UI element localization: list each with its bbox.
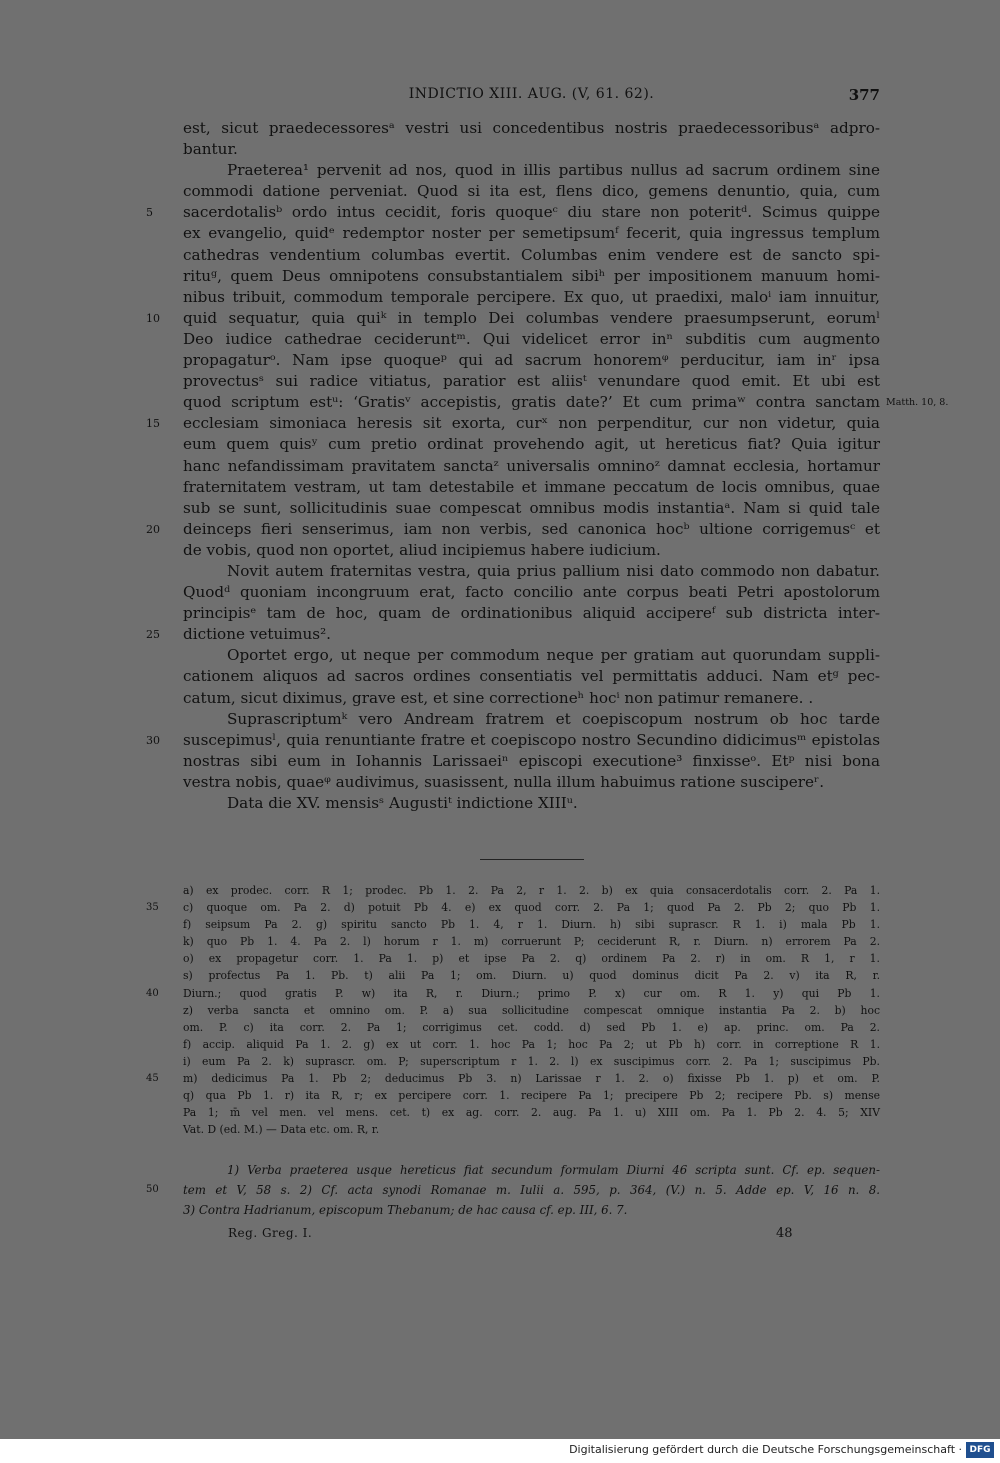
line-text: eum quem quisʸ cum pretio ordinat provehendo agit, ut hereticus fiat? Quia igitur — [183, 435, 880, 454]
text-line — [183, 160, 880, 181]
line-text: bantur. — [183, 140, 238, 159]
line-text: o) ex propagetur corr. 1. Pa 1. p) et ipse Pa 2. q) ordinem Pa 2. r) in om. R 1, r 1. — [183, 952, 880, 966]
running-title: INDICTIO XIII. AUG. (V, 61. 62). — [408, 86, 655, 102]
line-text: k) quo Pb 1. 4. Pa 2. l) horum r 1. m) corruerunt P; ceciderunt R, r. Diurn. n) errorem Pa 2. — [183, 935, 880, 949]
line-number: 40 — [146, 987, 159, 999]
source-notes — [146, 1160, 880, 1220]
line-text: deinceps fieri senserimus, iam non verbis, sed canonica hocᵇ ultione corrigemusᶜ et — [183, 519, 880, 538]
line-text: i) eum Pa 2. k) suprascr. om. P; superscriptum r 1. 2. l) ex suscipimus corr. 2. Pa 1; suscipimus Pb. — [183, 1054, 880, 1068]
line-number: 5 — [146, 206, 153, 220]
line-text: tem et V, 58 s. 2) Cf. acta synodi Romanae m. Iulii a. 595, p. 364, (V.) n. 5. Adde ep. V, 16 n. 8. — [183, 1183, 880, 1197]
line-text: principisᵉ tam de hoc, quam de ordinationibus aliquid accipereᶠ sub districta inter- — [183, 604, 880, 623]
line-number: 15 — [146, 417, 160, 431]
signature-mark: Reg. Greg. I. — [228, 1226, 313, 1240]
source-note-line — [146, 1180, 880, 1200]
apparatus-line — [183, 1104, 880, 1121]
text-line — [183, 223, 880, 244]
apparatus-line — [183, 1002, 880, 1019]
text-line — [183, 139, 880, 160]
line-text: commodi datione perveniat. Quod si ita est, flens dico, gemens denuntio, quia, cum — [183, 182, 880, 201]
line-text: s) profectus Pa 1. Pb. t) alii Pa 1; om. Diurn. u) quod dominus dicit Pa 2. v) ita R, r. — [183, 969, 880, 983]
text-line — [183, 371, 880, 392]
line-number: 45 — [146, 1073, 159, 1085]
text-line — [183, 287, 880, 308]
line-text: suscepimusˡ, quia renuntiante fratre et coepiscopo nostro Secundino didicimusᵐ epistolas — [183, 730, 880, 749]
running-header — [183, 86, 880, 108]
source-note-line — [183, 1200, 880, 1220]
text-line — [183, 350, 880, 371]
apparatus-line — [183, 916, 880, 933]
text-line — [183, 456, 880, 477]
line-text: sub se sunt, sollicitudinis suae compescat omnibus modis instantiaᵃ. Nam si quid tale — [183, 498, 880, 517]
text-line — [146, 624, 880, 645]
line-text: c) quoque om. Pa 2. d) potuit Pb 4. e) ex quod corr. 2. Pa 1; quod Pa 2. Pb 2; quo Pb 1. — [183, 901, 880, 915]
text-line — [183, 329, 880, 350]
line-text: Suprascriptumᵏ vero Andream fratrem et coepiscopum nostrum ob hoc tarde — [227, 709, 880, 728]
text-line — [146, 519, 880, 540]
line-text: f) accip. aliquid Pa 1. 2. g) ex ut corr. 1. hoc Pa 1; hoc Pa 2; ut Pb h) corr. in correptione R 1. — [183, 1037, 880, 1051]
line-text: est, sicut praedecessoresᵃ vestri usi concedentibus nostris praedecessoribusᵃ adpro- — [183, 119, 880, 137]
line-text: a) ex prodec. corr. R 1; prodec. Pb 1. 2. Pa 2, r 1. 2. b) ex quia consacerdotalis corr. 2. Pa 1. — [183, 884, 880, 897]
dfg-logo: DFG — [966, 1442, 994, 1458]
text-line — [183, 181, 880, 202]
apparatus-line — [146, 1070, 880, 1087]
line-text: nibus tribuit, commodum temporale percipere. Ex quo, ut praedixi, maloⁱ iam innuitur, — [183, 287, 880, 306]
critical-apparatus — [146, 882, 880, 1138]
footer-bar — [0, 1439, 1000, 1463]
apparatus-line — [183, 1121, 880, 1138]
apparatus-line — [183, 1019, 880, 1036]
text-line — [146, 413, 880, 434]
text-line — [183, 603, 880, 624]
apparatus-line — [183, 950, 880, 967]
text-line — [183, 434, 880, 455]
line-number: 30 — [146, 733, 160, 747]
page-number: 377 — [848, 86, 880, 104]
line-number: 35 — [146, 902, 159, 914]
apparatus-line — [183, 1053, 880, 1070]
line-number: 25 — [146, 628, 160, 642]
line-text: cationem aliquos ad sacros ordines consentiatis vel permittatis adduci. Nam etᵍ pec- — [183, 667, 880, 686]
text-line — [183, 582, 880, 603]
line-text: cathedras vendentium columbas evertit. Columbas enim vendere est de sancto spi- — [183, 245, 880, 264]
line-text: 3) Contra Hadrianum, episcopum Thebanum; de hac causa cf. ep. III, 6. 7. — [183, 1203, 628, 1217]
line-text: quod scriptum estᵘ: ‘Gratisᵛ accepistis, gratis date?’ Et cum primaʷ contra sanctam — [183, 393, 880, 412]
text-line — [183, 540, 880, 561]
line-text: hanc nefandissimam pravitatem sanctaᶻ universalis omninoᶻ damnat ecclesia, hortamur — [183, 456, 880, 475]
line-text: rituᵍ, quem Deus omnipotens consubstantialem sibiʰ per impositionem manuum homi- — [183, 266, 880, 285]
line-text: provectusˢ sui radice vitiatus, paratior est aliisᵗ venundare quod emit. Et ubi est — [183, 372, 880, 391]
footnote-separator — [480, 859, 584, 860]
line-text: m) dedicimus Pa 1. Pb 2; deducimus Pb 3. n) Larissae r 1. 2. o) fixisse Pb 1. p) et om. P. — [183, 1072, 880, 1086]
funding-credit: Digitalisierung gefördert durch die Deutsche Forschungsgemeinschaft · — [569, 1443, 962, 1456]
line-text: catum, sicut diximus, grave est, et sine correctioneʰ hocⁱ non patimur remanere. . — [183, 688, 814, 707]
line-text: sacerdotalisᵇ ordo intus cecidit, foris quoqueᶜ diu stare non poteritᵈ. Scimus quippe — [183, 203, 880, 222]
line-number: 50 — [146, 1184, 159, 1195]
text-line — [183, 793, 880, 814]
line-text: Novit autem fraternitas vestra, quia prius pallium nisi dato commodo non dabatur. — [227, 561, 880, 580]
line-text: Oportet ergo, ut neque per commodum neque per gratiam aut quorundam suppli- — [227, 646, 880, 665]
text-line — [183, 645, 880, 666]
text-line — [146, 308, 880, 329]
apparatus-line — [183, 967, 880, 984]
line-text: ex evangelio, quidᵉ redemptor noster per semetipsumᶠ fecerit, quia ingressus templum — [183, 224, 880, 243]
apparatus-line — [183, 882, 880, 899]
text-line — [183, 498, 880, 519]
line-text: f) seipsum Pa 2. g) spiritu sancto Pb 1. 4, r 1. Diurn. h) sibi suprascr. R 1. i) mala Pb 1. — [183, 918, 880, 932]
line-text: propagaturᵒ. Nam ipse quoqueᵖ qui ad sacrum honoremᵠ perducitur, iam inʳ ipsa — [183, 351, 880, 370]
text-line — [183, 118, 880, 139]
apparatus-line — [183, 1036, 880, 1053]
text-line — [183, 772, 880, 793]
text-line — [183, 751, 880, 772]
line-text: 1) Verba praeterea usque hereticus fiat secundum formulam Diurni 46 scripta sunt. Cf. ep. sequen- — [227, 1163, 880, 1177]
line-text: vestra nobis, quaeᵠ audivimus, suasissent, nulla illum habuimus ratione suscipereʳ. — [183, 772, 825, 791]
line-text: om. P. c) ita corr. 2. Pa 1; corrigimus cet. codd. d) sed Pb 1. e) ap. princ. om. Pa 2. — [183, 1020, 880, 1034]
main-text — [146, 118, 949, 814]
text-line — [183, 245, 880, 266]
line-text: Quodᵈ quoniam incongruum erat, facto concilio ante corpus beati Petri apostolorum — [183, 583, 880, 602]
sheet-number: 48 — [776, 1226, 793, 1241]
source-note-line — [183, 1160, 880, 1180]
line-text: q) qua Pb 1. r) ita R, r; ex percipere corr. 1. recipere Pa 1; precipere Pb 2; recipere Pb. s) mense — [183, 1089, 880, 1103]
margin-citation: Matth. 10, 8. — [886, 397, 949, 409]
line-text: de vobis, quod non oportet, aliud incipiemus habere iudicium. — [183, 540, 661, 559]
text-line — [183, 392, 949, 413]
line-text: Vat. D (ed. M.) — Data etc. om. R, r. — [183, 1123, 380, 1137]
text-line — [183, 266, 880, 287]
line-number: 10 — [146, 311, 160, 325]
line-text: fraternitatem vestram, ut tam detestabile et immane peccatum de locis omnibus, quae — [183, 477, 880, 496]
text-line — [146, 202, 880, 223]
line-text: nostras sibi eum in Iohannis Larissaeiⁿ episcopi executione³ finxisseᵒ. Etᵖ nisi bona — [183, 751, 880, 770]
line-text: Diurn.; quod gratis P. w) ita R, r. Diurn.; primo P. x) cur om. R 1. y) qui Pb 1. — [183, 986, 880, 1000]
text-line — [183, 688, 880, 709]
line-text: z) verba sancta et omnino om. P. a) sua sollicitudine compescat omnique instantia Pa 2. b) hoc — [183, 1003, 880, 1017]
line-text: Pa 1; m̄ vel men. vel mens. cet. t) ex ag. corr. 2. aug. Pa 1. u) XIII om. Pa 1. Pb 2. 4. 5; XIV — [183, 1106, 880, 1120]
line-number: 20 — [146, 522, 160, 536]
line-text: Deo iudice cathedrae cecideruntᵐ. Qui videlicet error inⁿ subditis cum augmento — [183, 329, 880, 348]
line-text: Data die XV. mensisˢ Augustiᵗ indictione XIIIᵘ. — [227, 794, 578, 812]
text-line — [183, 477, 880, 498]
text-line — [183, 561, 880, 582]
text-line — [183, 666, 880, 687]
line-text: ecclesiam simoniaca heresis sit exorta, curˣ non perpenditur, cur non videtur, quia — [183, 414, 880, 433]
apparatus-line — [146, 899, 880, 916]
text-line — [183, 709, 880, 730]
line-text: quid sequatur, quia quiᵏ in templo Dei columbas vendere praesumpserunt, eorumˡ — [183, 308, 880, 327]
line-text: Praeterea¹ pervenit ad nos, quod in illis partibus nullus ad sacrum ordinem sine — [227, 161, 880, 180]
line-text: dictione vetuimus². — [183, 625, 331, 644]
apparatus-line — [146, 985, 880, 1002]
text-line — [146, 730, 880, 751]
apparatus-line — [183, 1087, 880, 1104]
apparatus-line — [183, 933, 880, 950]
